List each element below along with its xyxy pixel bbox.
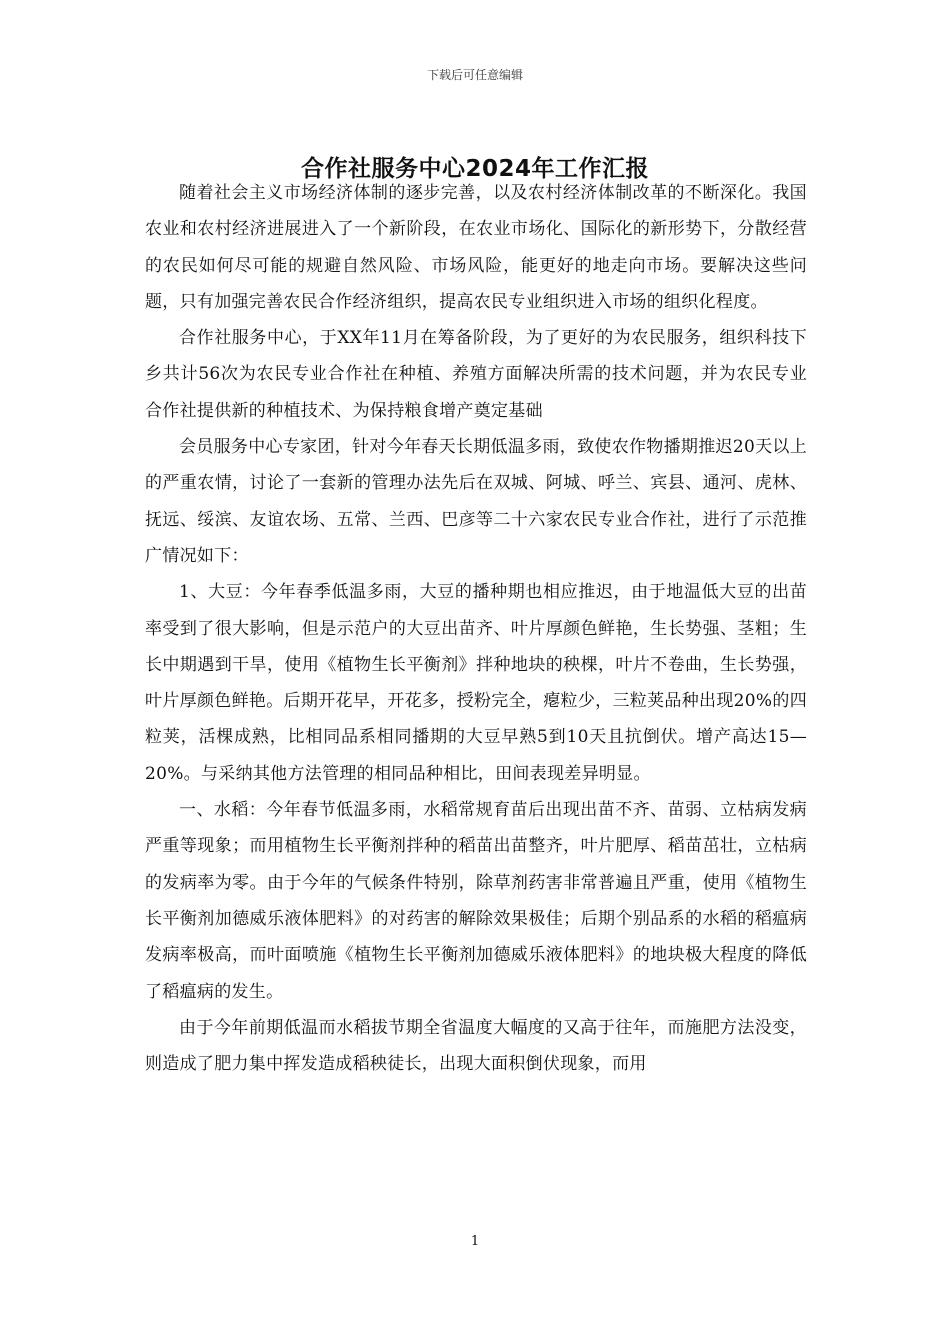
paragraph: 由于今年前期低温而水稻拔节期全省温度大幅度的又高于往年，而施肥方法没变，则造成了肥力集中挥发造成稻秧徒长，出现大面积倒伏现象，而用 (145, 1017, 807, 1075)
paragraph: 会员服务中心专家团，针对今年春天长期低温多雨，致使农作物播期推迟20天以上的严重农情，讨论了一套新的管理办法先后在双城、阿城、呼兰、宾县、通河、虎林、抚远、绥滨、友谊农场、五常、兰西、巴彦等二十六家农民专业合作社，进行了示范推广情况如下： (145, 437, 807, 566)
document-body (145, 175, 807, 1082)
paragraph: 1、大豆：今年春季低温多雨，大豆的播种期也相应推迟，由于地温低大豆的出苗率受到了很大影响，但是示范户的大豆出苗齐、叶片厚颜色鲜艳，生长势强、茎粗；生长中期遇到干旱，使用《植物生长平衡剂》拌种地块的秧棵，叶片不卷曲，生长势强，叶片厚颜色鲜艳。后期开花早，开花多，授粉完全，瘪粒少，三粒荚品种出现20%的四粒荚，活棵成熟，比相同品系相同播期的大豆早熟5到10天且抗倒伏。增产高达15—20%。与采纳其他方法管理的相同品种相比，田间表现差异明显。 (145, 582, 807, 784)
page-number: 1 (470, 1234, 480, 1249)
document-title: 合作社服务中心2024年工作汇报 (300, 156, 649, 182)
paragraph: 合作社服务中心，于XX年11月在筹备阶段，为了更好的为农民服务，组织科技下乡共计56次为农民专业合作社在种植、养殖方面解决所需的技术问题，并为农民专业合作社提供新的种植技术、为保持粮食增产奠定基础 (145, 328, 807, 421)
header-note: 下载后可任意编辑 (426, 68, 523, 82)
paragraph: 一、水稻：今年春节低温多雨，水稻常规育苗后出现出苗不齐、苗弱、立枯病发病严重等现象；而用植物生长平衡剂拌种的稻苗出苗整齐，叶片肥厚、稻苗茁壮，立枯病的发病率为零。由于今年的气候条件特别，除草剂药害非常普遍且严重，使用《植物生长平衡剂加德威乐液体肥料》的对药害的解除效果极佳；后期个别品系的水稻的稻瘟病发病率极高，而叶面喷施《植物生长平衡剂加德威乐液体肥料》的地块极大程度的降低了稻瘟病的发生。 (145, 800, 807, 1002)
paragraph: 随着社会主义市场经济体制的逐步完善，以及农村经济体制改革的不断深化。我国农业和农村经济进展进入了一个新阶段，在农业市场化、国际化的新形势下，分散经营的农民如何尽可能的规避自然风险、市场风险，能更好的地走向市场。要解决这些问题，只有加强完善农民合作经济组织，提高农民专业组织进入市场的组织化程度。 (145, 183, 807, 312)
